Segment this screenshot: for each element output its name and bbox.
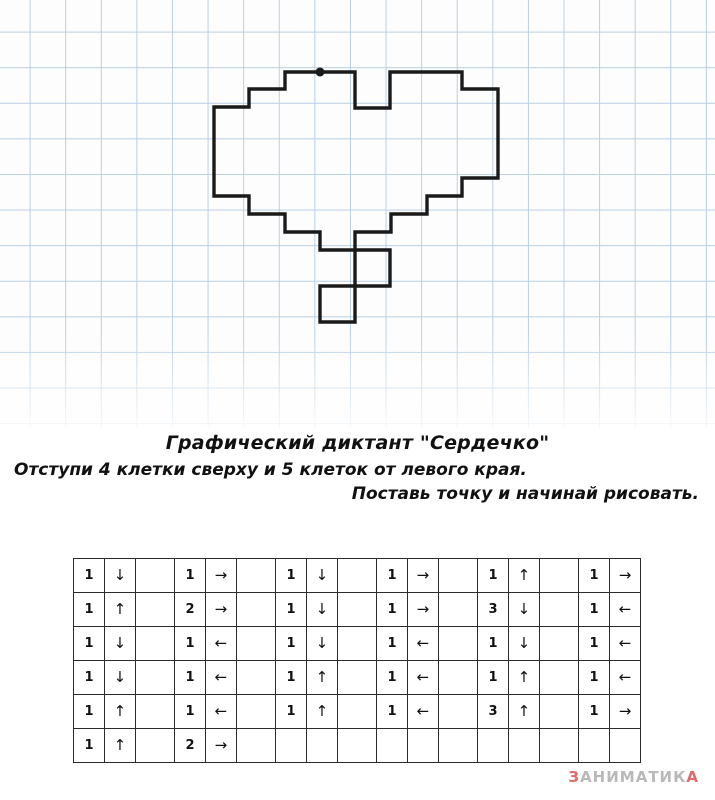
move-arrow-icon: ↓ bbox=[508, 627, 539, 661]
empty-cell bbox=[508, 729, 539, 763]
empty-cell bbox=[276, 729, 307, 763]
move-arrow-icon: ↑ bbox=[306, 661, 337, 695]
cell-spacer bbox=[236, 695, 275, 729]
move-count: 3 bbox=[478, 593, 509, 627]
move-count: 1 bbox=[579, 661, 610, 695]
moves-table bbox=[73, 558, 641, 763]
cell-spacer bbox=[438, 661, 477, 695]
cell-spacer bbox=[236, 593, 275, 627]
cell-spacer bbox=[135, 729, 174, 763]
cell-spacer bbox=[135, 627, 174, 661]
cell-spacer bbox=[337, 695, 376, 729]
move-count: 1 bbox=[579, 695, 610, 729]
move-arrow-icon: ↑ bbox=[508, 695, 539, 729]
cell-spacer bbox=[236, 661, 275, 695]
move-count: 1 bbox=[478, 627, 509, 661]
move-arrow-icon: ↑ bbox=[104, 729, 135, 763]
move-count: 1 bbox=[74, 695, 105, 729]
move-count: 1 bbox=[74, 559, 105, 593]
move-count: 1 bbox=[377, 593, 408, 627]
move-arrow-icon: ← bbox=[407, 661, 438, 695]
table-row bbox=[74, 559, 641, 593]
move-count: 1 bbox=[478, 559, 509, 593]
table-row bbox=[74, 661, 641, 695]
move-count: 1 bbox=[74, 661, 105, 695]
move-count: 3 bbox=[478, 695, 509, 729]
table-row bbox=[74, 729, 641, 763]
empty-cell bbox=[407, 729, 438, 763]
move-arrow-icon: ↑ bbox=[104, 695, 135, 729]
move-arrow-icon: → bbox=[407, 559, 438, 593]
empty-cell bbox=[478, 729, 509, 763]
move-count: 1 bbox=[74, 729, 105, 763]
cell-spacer bbox=[337, 661, 376, 695]
move-arrow-icon: → bbox=[407, 593, 438, 627]
move-count: 1 bbox=[276, 593, 307, 627]
empty-cell bbox=[610, 729, 641, 763]
cell-spacer bbox=[438, 695, 477, 729]
move-arrow-icon: ← bbox=[610, 627, 641, 661]
move-arrow-icon: ↓ bbox=[306, 559, 337, 593]
watermark-body: АНИМАТИК bbox=[580, 768, 687, 786]
table-row bbox=[74, 593, 641, 627]
empty-cell bbox=[306, 729, 337, 763]
cell-spacer bbox=[337, 627, 376, 661]
move-arrow-icon: ↓ bbox=[306, 627, 337, 661]
move-count: 1 bbox=[377, 627, 408, 661]
moves-table-container bbox=[73, 558, 641, 763]
move-count: 1 bbox=[579, 627, 610, 661]
move-arrow-icon: → bbox=[205, 593, 236, 627]
watermark bbox=[568, 768, 699, 786]
cell-spacer bbox=[135, 593, 174, 627]
move-arrow-icon: → bbox=[610, 695, 641, 729]
cell-spacer bbox=[135, 695, 174, 729]
watermark-suffix: А bbox=[686, 768, 699, 786]
move-count: 1 bbox=[579, 593, 610, 627]
cell-spacer bbox=[337, 593, 376, 627]
move-arrow-icon: ↑ bbox=[508, 661, 539, 695]
move-arrow-icon: ← bbox=[205, 661, 236, 695]
cell-spacer bbox=[135, 559, 174, 593]
move-count: 1 bbox=[276, 559, 307, 593]
move-count: 1 bbox=[276, 661, 307, 695]
move-arrow-icon: ↓ bbox=[104, 559, 135, 593]
move-count: 2 bbox=[175, 593, 206, 627]
move-count: 1 bbox=[175, 627, 206, 661]
cell-spacer bbox=[438, 729, 477, 763]
watermark-prefix: З bbox=[568, 768, 581, 786]
move-arrow-icon: → bbox=[610, 559, 641, 593]
instruction-line-2: Поставь точку и начинай рисовать. bbox=[351, 484, 699, 504]
move-arrow-icon: ← bbox=[407, 695, 438, 729]
move-count: 1 bbox=[276, 627, 307, 661]
cell-spacer bbox=[135, 661, 174, 695]
move-arrow-icon: ↑ bbox=[508, 559, 539, 593]
instructions-block bbox=[0, 432, 715, 508]
move-arrow-icon: ← bbox=[205, 627, 236, 661]
move-arrow-icon: ↓ bbox=[508, 593, 539, 627]
move-arrow-icon: ↓ bbox=[306, 593, 337, 627]
cell-spacer bbox=[539, 729, 578, 763]
move-count: 1 bbox=[276, 695, 307, 729]
start-point-dot bbox=[316, 68, 325, 77]
move-arrow-icon: → bbox=[205, 559, 236, 593]
move-count: 1 bbox=[377, 661, 408, 695]
move-count: 1 bbox=[74, 593, 105, 627]
cell-spacer bbox=[236, 729, 275, 763]
empty-cell bbox=[377, 729, 408, 763]
move-count: 1 bbox=[377, 695, 408, 729]
cell-spacer bbox=[438, 593, 477, 627]
cell-spacer bbox=[337, 729, 376, 763]
move-arrow-icon: ← bbox=[407, 627, 438, 661]
cell-spacer bbox=[539, 559, 578, 593]
move-count: 1 bbox=[175, 695, 206, 729]
table-row bbox=[74, 627, 641, 661]
move-arrow-icon: ↓ bbox=[104, 661, 135, 695]
move-count: 1 bbox=[74, 627, 105, 661]
move-arrow-icon: ← bbox=[610, 661, 641, 695]
cell-spacer bbox=[337, 559, 376, 593]
heart-outline-path bbox=[214, 72, 498, 322]
empty-cell bbox=[579, 729, 610, 763]
move-arrow-icon: ↑ bbox=[104, 593, 135, 627]
move-arrow-icon: ↓ bbox=[104, 627, 135, 661]
move-count: 2 bbox=[175, 729, 206, 763]
table-row bbox=[74, 695, 641, 729]
move-arrow-icon: → bbox=[205, 729, 236, 763]
move-count: 1 bbox=[377, 559, 408, 593]
cell-spacer bbox=[236, 559, 275, 593]
page-title: Графический диктант "Сердечко" bbox=[165, 432, 550, 454]
move-count: 1 bbox=[478, 661, 509, 695]
cell-spacer bbox=[438, 559, 477, 593]
move-arrow-icon: ← bbox=[610, 593, 641, 627]
cell-spacer bbox=[236, 627, 275, 661]
move-count: 1 bbox=[175, 661, 206, 695]
cell-spacer bbox=[539, 627, 578, 661]
move-arrow-icon: ← bbox=[205, 695, 236, 729]
cell-spacer bbox=[539, 593, 578, 627]
cell-spacer bbox=[539, 695, 578, 729]
instruction-line-1: Отступи 4 клетки сверху и 5 клеток от левого края. bbox=[14, 460, 527, 480]
cell-spacer bbox=[539, 661, 578, 695]
move-count: 1 bbox=[175, 559, 206, 593]
move-arrow-icon: ↑ bbox=[306, 695, 337, 729]
move-count: 1 bbox=[579, 559, 610, 593]
cell-spacer bbox=[438, 627, 477, 661]
